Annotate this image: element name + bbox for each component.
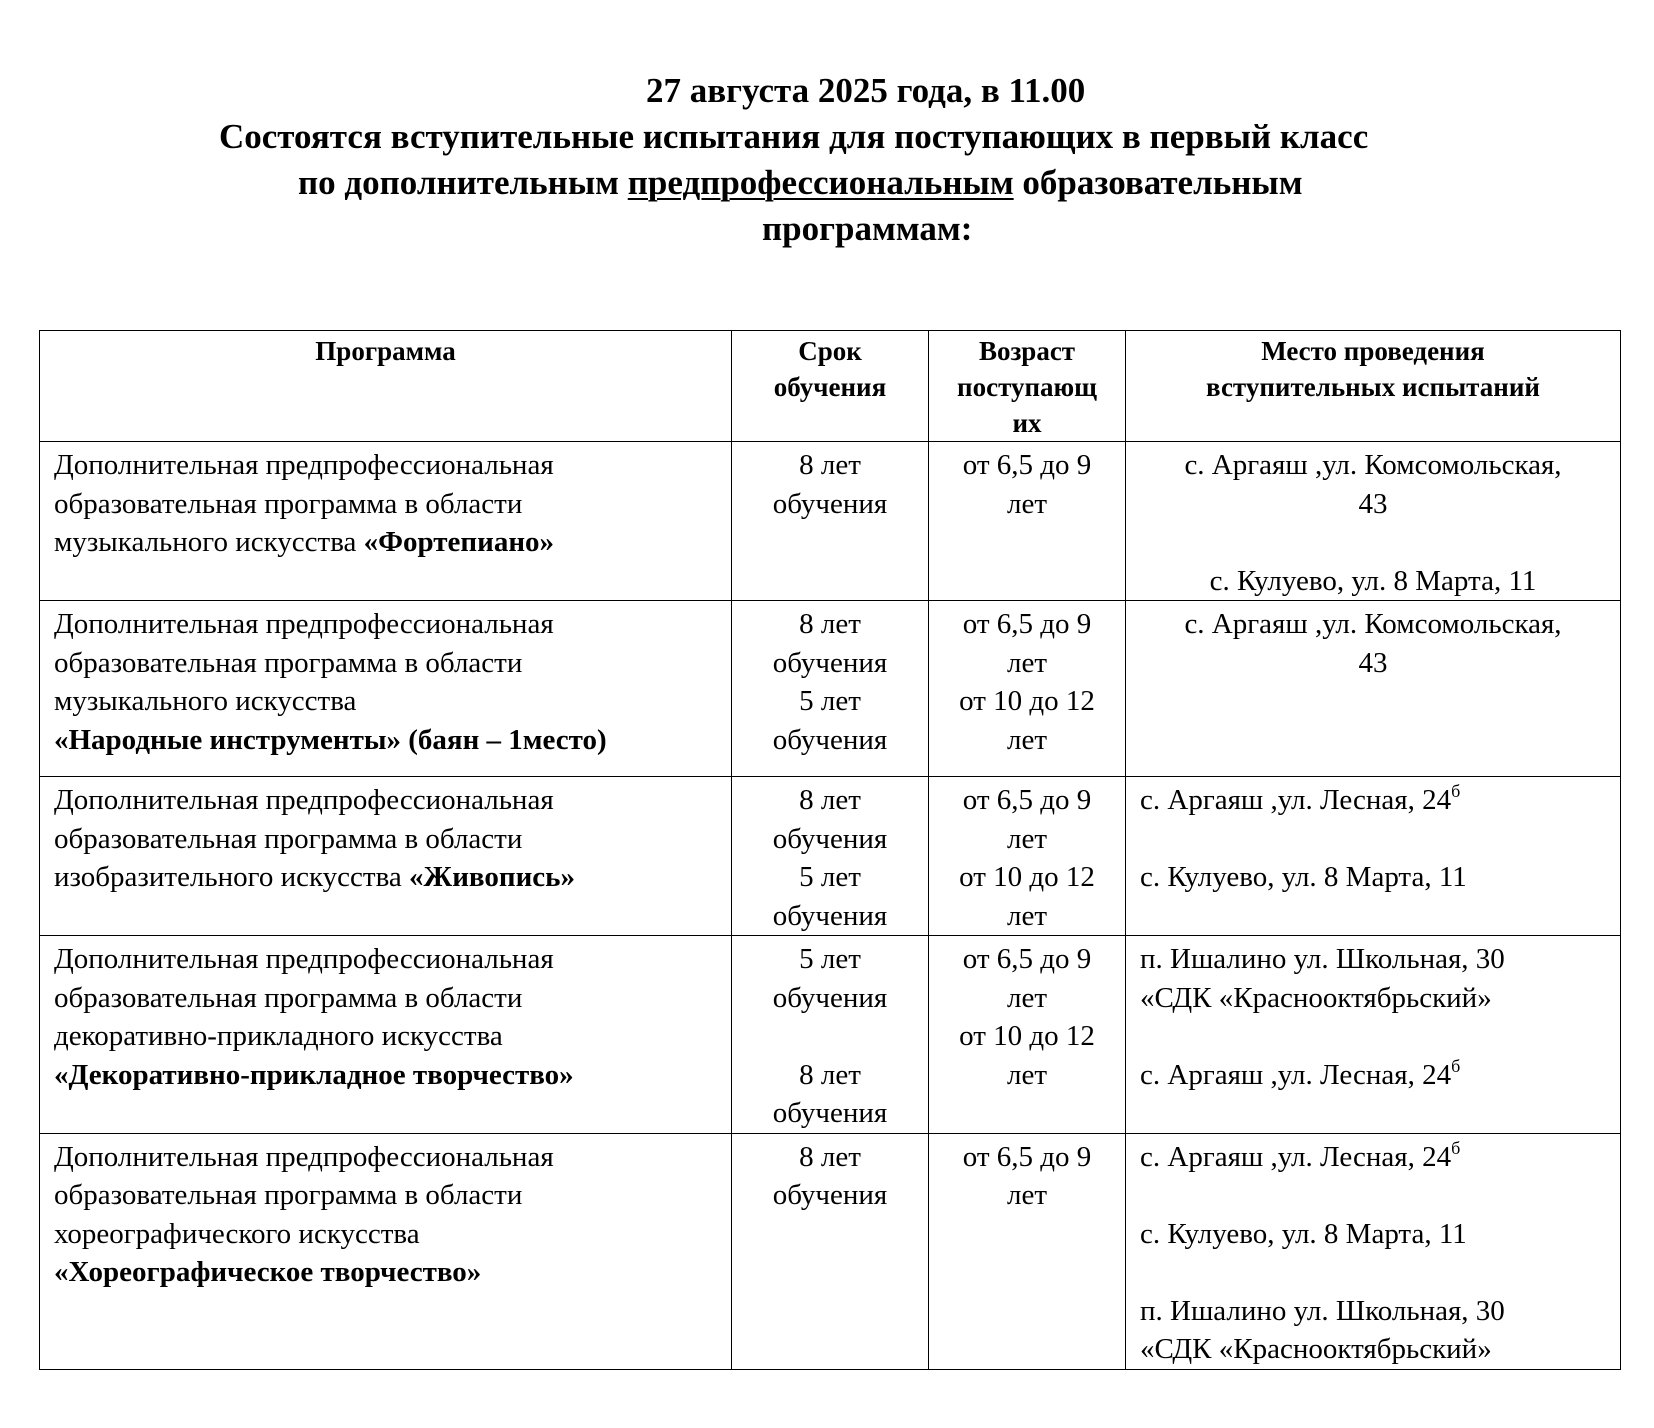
- col-program: [40, 331, 732, 442]
- program-text-2: образовательная программа в области: [54, 1179, 523, 1211]
- header-subtitle-underlined: предпрофессиональным: [627, 163, 1014, 202]
- program-text-2: образовательная программа в области: [54, 646, 523, 679]
- program-cell: [40, 1133, 732, 1369]
- term-cell: [732, 1133, 929, 1369]
- col-term-label-2: обучения: [773, 372, 887, 402]
- term-2: обучения: [772, 487, 888, 520]
- program-name: «Живопись»: [409, 861, 575, 893]
- program-text-2: образовательная программа в области: [54, 487, 523, 520]
- place-2: с. Кулуево, ул. 8 Марта, 11: [1140, 861, 1467, 893]
- col-program-label: Программа: [315, 336, 456, 366]
- place-2: 43: [1358, 487, 1388, 520]
- age-4: лет: [1006, 899, 1048, 932]
- term-cell: [732, 777, 929, 936]
- place-2: «СДК «Краснооктябрьский»: [1140, 981, 1492, 1014]
- place-1: с. Аргаяш ,ул. Комсомольская,: [1184, 608, 1562, 640]
- col-age-label-1: Возраст: [978, 336, 1076, 366]
- place-3-text: с. Аргаяш ,ул. Лесная, 24: [1140, 1058, 1452, 1091]
- age-3: от 10 до 12: [959, 685, 1095, 717]
- age-2: лет: [1006, 822, 1048, 855]
- place-1-text: с. Аргаяш ,ул. Лесная, 24: [1140, 784, 1452, 816]
- program-text-1: Дополнительная предпрофессиональная: [54, 449, 554, 481]
- header-date: 27 августа 2025 года, в 11.00: [646, 71, 1086, 110]
- term-1: 5 лет: [799, 943, 861, 975]
- place-cell: [1126, 601, 1621, 777]
- program-text-2: образовательная программа в области: [54, 981, 523, 1014]
- program-name: «Хореографическое творчество»: [54, 1256, 482, 1288]
- age-1: от 6,5 до 9: [962, 1140, 1092, 1173]
- place-1: [1140, 1138, 1620, 1177]
- term-2: обучения: [772, 1179, 888, 1211]
- program-text-3: [54, 523, 731, 562]
- term-cell: [732, 936, 929, 1134]
- term-cell: [732, 442, 929, 601]
- term-2: обучения: [772, 822, 888, 855]
- program-text-2: образовательная программа в области: [54, 822, 523, 855]
- program-text-1: Дополнительная предпрофессиональная: [54, 943, 554, 975]
- place-1-text: с. Аргаяш ,ул. Лесная, 24: [1140, 1140, 1452, 1173]
- place-1-sup: б: [1451, 781, 1461, 801]
- program-name: «Народные инструменты» (баян – 1место): [54, 723, 607, 756]
- program-text-1: Дополнительная предпрофессиональная: [54, 608, 554, 640]
- term-1: 8 лет: [799, 449, 861, 481]
- age-1: от 6,5 до 9: [962, 943, 1092, 975]
- term-4: обучения: [772, 723, 888, 756]
- header-title: Состоятся вступительные испытания для поступающих в первый класс: [219, 117, 1369, 156]
- term-3: 5 лет: [799, 685, 861, 717]
- term-3: 5 лет: [799, 861, 861, 893]
- term-cell: [732, 601, 929, 777]
- col-place-label-1: Место проведения: [1261, 336, 1485, 366]
- place-2: с. Кулуево, ул. 8 Марта, 11: [1140, 1217, 1467, 1250]
- program-cell: [40, 936, 732, 1134]
- age-cell: [929, 442, 1126, 601]
- col-age: [929, 331, 1126, 442]
- age-1: от 6,5 до 9: [962, 608, 1092, 640]
- age-2: лет: [1006, 487, 1048, 520]
- term-2: обучения: [772, 981, 888, 1014]
- age-2: лет: [1006, 1179, 1048, 1211]
- document-header: [0, 68, 1654, 252]
- col-age-label-2: поступающ: [957, 372, 1097, 402]
- header-subtitle-a: по дополнительным: [298, 163, 628, 202]
- program-name: «Фортепиано»: [363, 526, 555, 558]
- place-3-sup: б: [1451, 1055, 1461, 1076]
- header-subtitle-end: программам:: [762, 209, 973, 248]
- table-row: [40, 1133, 1621, 1369]
- program-text-3: музыкального искусства: [54, 685, 357, 717]
- age-2: лет: [1006, 981, 1048, 1014]
- place-cell: [1126, 1133, 1621, 1369]
- header-subtitle: [298, 160, 1303, 206]
- program-text-1: Дополнительная предпрофессиональная: [54, 784, 554, 816]
- age-4: лет: [1006, 1058, 1048, 1091]
- table-row: [40, 777, 1621, 936]
- col-place: [1126, 331, 1621, 442]
- program-text-1: Дополнительная предпрофессиональная: [54, 1140, 554, 1173]
- table-row: [40, 936, 1621, 1134]
- program-text-3: [54, 858, 731, 897]
- table-header-row: [40, 331, 1621, 442]
- program-cell: [40, 601, 732, 777]
- term-2: обучения: [772, 646, 888, 679]
- place-cell: [1126, 442, 1621, 601]
- col-term-label-1: Срок: [798, 336, 862, 366]
- program-cell: [40, 777, 732, 936]
- col-place-label-2: вступительных испытаний: [1206, 372, 1540, 402]
- age-1: от 6,5 до 9: [962, 784, 1092, 816]
- term-4: обучения: [772, 899, 888, 932]
- age-2: лет: [1006, 646, 1048, 679]
- age-1: от 6,5 до 9: [962, 449, 1092, 481]
- term-1: 8 лет: [799, 784, 861, 816]
- program-cell: [40, 442, 732, 601]
- program-text-3a: музыкального искусства: [54, 526, 364, 558]
- place-1: [1140, 781, 1620, 820]
- place-4: «СДК «Краснооктябрьский»: [1140, 1333, 1492, 1365]
- entrance-exams-table: [39, 330, 1621, 1370]
- age-3: от 10 до 12: [959, 861, 1095, 893]
- col-age-label-3: их: [1012, 408, 1042, 438]
- age-cell: [929, 1133, 1126, 1369]
- age-cell: [929, 936, 1126, 1134]
- age-cell: [929, 601, 1126, 777]
- place-1: с. Аргаяш ,ул. Комсомольская,: [1184, 449, 1562, 481]
- place-1: п. Ишалино ул. Школьная, 30: [1140, 943, 1505, 975]
- term-1: 8 лет: [799, 608, 861, 640]
- program-text-3a: изобразительного искусства: [54, 861, 410, 893]
- program-text-3: хореографического искусства: [54, 1217, 420, 1250]
- term-4: обучения: [772, 1097, 888, 1129]
- place-cell: [1126, 777, 1621, 936]
- age-cell: [929, 777, 1126, 936]
- term-1: 8 лет: [799, 1140, 861, 1173]
- age-3: от 10 до 12: [959, 1020, 1095, 1052]
- age-4: лет: [1006, 723, 1048, 756]
- program-text-3: декоративно-прикладного искусства: [54, 1020, 503, 1052]
- col-term: [732, 331, 929, 442]
- place-cell: [1126, 936, 1621, 1134]
- program-name: «Декоративно-прикладное творчество»: [54, 1058, 574, 1091]
- place-3: п. Ишалино ул. Школьная, 30: [1140, 1294, 1505, 1327]
- table-row: [40, 442, 1621, 601]
- place-1-sup: б: [1451, 1137, 1461, 1158]
- header-subtitle-c: образовательным: [1013, 163, 1303, 202]
- place-3: [1140, 1056, 1620, 1095]
- place-3: с. Кулуево, ул. 8 Марта, 11: [1209, 564, 1537, 597]
- term-3: 8 лет: [799, 1058, 861, 1091]
- place-2: 43: [1358, 646, 1388, 679]
- table-row: [40, 601, 1621, 777]
